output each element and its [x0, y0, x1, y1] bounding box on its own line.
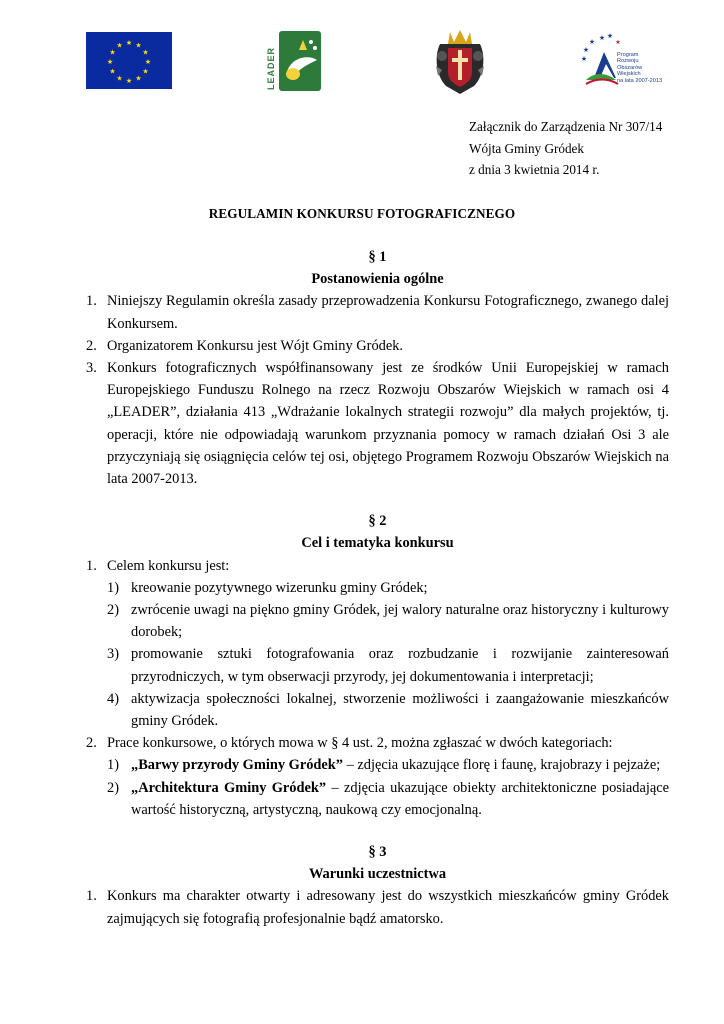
leader-logo-icon — [263, 28, 323, 94]
category-description: – zdjęcia ukazujące florę i faunę, krajobrazy i pejzaże; — [343, 757, 661, 774]
category-description: – zdjęcia ukazujące obiekty architektoniczne posiadające wartość historyczną, artystyczną, naukową czy emocjonalną. — [131, 779, 669, 818]
annex-line-2: Wójta Gminy Gródek — [469, 140, 584, 156]
list-item — [86, 555, 669, 577]
sub-item-number: 2) — [107, 602, 119, 619]
sub-item-number: 2) — [107, 779, 119, 796]
document-title: REGULAMIN KONKURSU FOTOGRAFICZNEGO — [208, 206, 516, 221]
svg-text:★: ★ — [125, 39, 133, 47]
annex-line-3: z dnia 3 kwietnia 2014 r. — [469, 162, 600, 177]
item-number: 1. — [86, 293, 97, 310]
item-text: Organizatorem Konkursu jest Wójt Gminy Gródek. — [107, 337, 404, 354]
section-title: Warunki uczestnictwa — [308, 866, 447, 883]
document-body — [86, 246, 669, 930]
item-text: Prace konkursowe, o których mowa w § 4 ust. 2, można zgłaszać w dwóch kategoriach: — [107, 735, 613, 752]
svg-text:★: ★ — [598, 34, 606, 42]
sub-item-text: kreowanie pozytywnego wizerunku gminy Gródek; — [131, 579, 428, 596]
list-item — [86, 732, 669, 754]
sub-list-item — [86, 754, 669, 776]
item-text: Konkurs ma charakter otwarty i adresowany jest do wszystkich mieszkańców gminy Gródek zajmujących się fotografią profesjonalnie bądź amatorsko. — [107, 888, 669, 927]
svg-text:★: ★ — [135, 41, 142, 50]
item-number: 3. — [86, 360, 97, 377]
svg-text:★: ★ — [116, 41, 123, 50]
svg-text:★: ★ — [125, 77, 133, 85]
svg-text:★: ★ — [580, 55, 588, 63]
category-name: „Architektura Gminy Gródek” — [131, 779, 327, 796]
sub-list-item — [86, 688, 669, 732]
coat-of-arms-icon — [432, 26, 488, 96]
svg-text:★: ★ — [142, 67, 149, 76]
item-number: 2. — [86, 337, 97, 354]
list-item — [86, 885, 669, 929]
item-number: 1. — [86, 557, 97, 574]
svg-text:LEADER: LEADER — [266, 46, 276, 90]
sub-item-text: aktywizacja społeczności lokalnej, stworzenie możliwości i zaangażowanie mieszkańców gminy Gródek. — [131, 690, 669, 730]
sub-item-number: 1) — [107, 579, 119, 596]
section-number: § 3 — [368, 844, 387, 861]
section-title: Cel i tematyka konkursu — [301, 535, 454, 552]
svg-text:★: ★ — [582, 46, 590, 54]
svg-text:★: ★ — [106, 58, 114, 66]
svg-text:★: ★ — [116, 74, 123, 83]
svg-text:★: ★ — [144, 58, 152, 66]
svg-text:★: ★ — [109, 48, 116, 57]
sub-item-number: 3) — [107, 646, 119, 663]
sub-list-item — [86, 777, 669, 821]
item-text: Niniejszy Regulamin określa zasady przeprowadzenia Konkursu Fotograficznego, zwanego dalej Konkursem. — [107, 293, 669, 332]
section-title: Postanowienia ogólne — [311, 271, 444, 288]
eu-flag-icon — [86, 32, 172, 89]
section-number: § 1 — [368, 249, 387, 265]
annex-line-1: Załącznik do Zarządzenia Nr 307/14 — [469, 119, 663, 134]
item-number: 2. — [86, 735, 97, 752]
svg-text:★: ★ — [109, 67, 116, 76]
annex-header — [469, 116, 662, 181]
sub-list-item — [86, 577, 669, 599]
sub-list-item — [86, 599, 669, 643]
sub-item-text: promowanie sztuki fotografowania oraz rozbudzanie i rozwijanie zainteresowań przyrodniczych, w tym obserwacji przyrody, jej dokumentowania i interpretacji; — [131, 646, 669, 685]
sub-item-text: zwrócenie uwagi na piękno gminy Gródek, jej walory naturalne oraz historyczny i kulturowy dorobek; — [131, 602, 669, 641]
section-number: § 2 — [368, 513, 387, 530]
sub-list-item — [86, 643, 669, 687]
category-name: „Barwy przyrody Gminy Gródek” — [131, 757, 343, 774]
svg-text:★: ★ — [615, 39, 621, 46]
list-item — [86, 335, 669, 357]
sub-item-number: 4) — [107, 690, 119, 707]
list-item — [86, 290, 669, 334]
item-number: 1. — [86, 888, 97, 905]
svg-text:★: ★ — [588, 38, 596, 46]
svg-text:★: ★ — [135, 74, 142, 83]
item-text: Konkurs fotograficznych współfinansowany jest ze środków Unii Europejskiej w ramach Europejskiego Funduszu Rolnego na rzecz Rozwoju Obszarów Wiejskich w ramach osi 4 „LEADER”, działania 413 „Wdrażanie lokalnych strategii rozwoju” dla małych projektów, tj. operacji, które nie odpowiadają warunkom przyznania pomocy w ramach działań Osi 3 ale przyczyniają się osiągnięcia celów tej osi, objętego Programem Rozwoju Obszarów Wiejskich na lata 2007-2013. — [107, 360, 669, 488]
svg-text:★: ★ — [142, 48, 149, 57]
item-text: Celem konkursu jest: — [107, 557, 230, 574]
sub-item-number: 1) — [107, 757, 119, 774]
svg-text:★: ★ — [606, 32, 614, 40]
list-item — [86, 357, 669, 490]
prow-caption: Program Rozwoju Obszarów Wiejskich na lata 2007-2013 — [617, 52, 663, 84]
logo-bar — [0, 28, 724, 98]
